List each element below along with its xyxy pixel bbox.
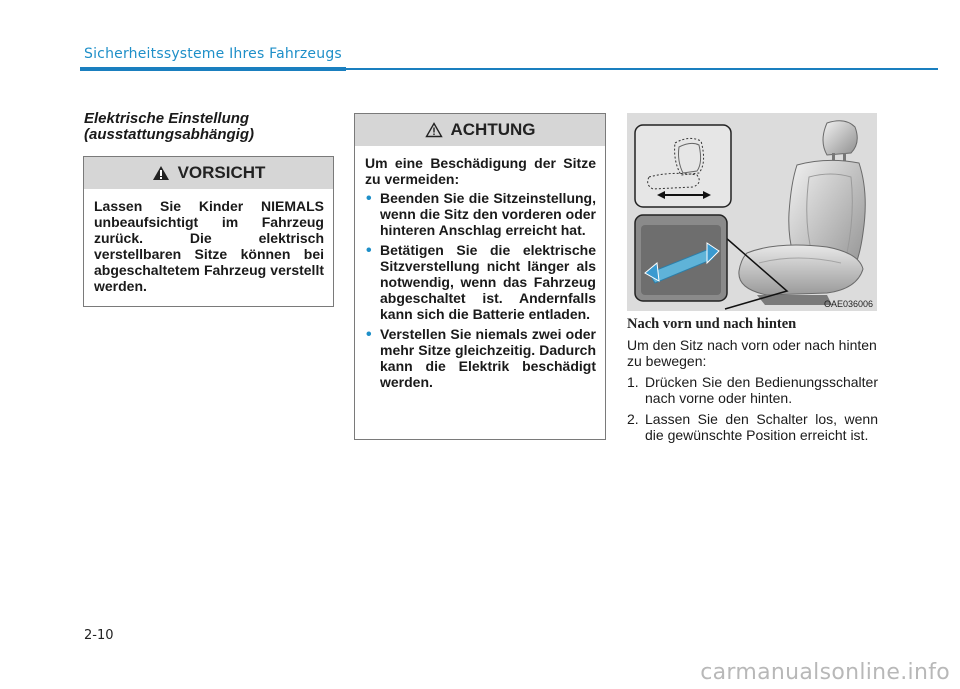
step-number: 2. <box>627 411 639 427</box>
bullet-icon: • <box>366 242 372 259</box>
steps-list <box>627 374 878 443</box>
achtung-label: ACHTUNG <box>450 120 536 139</box>
page-number: 2-10 <box>84 628 114 643</box>
bullet-icon: • <box>366 326 372 343</box>
warning-triangle-icon <box>152 165 170 181</box>
vorsicht-header <box>84 157 333 189</box>
achtung-header <box>355 114 605 146</box>
step-text: Drücken Sie den Bedienungsschalter nach vorne oder hinten. <box>645 374 878 406</box>
list-item <box>627 374 878 406</box>
list-item: • Verstellen Sie niemals zwei oder mehr Sitze gleichzeitig. Dadurch kann die Elektrik beschädigt werden. <box>366 326 596 390</box>
seat-illustration <box>627 113 877 311</box>
caution-triangle-icon <box>425 122 443 138</box>
header-rule-thick <box>80 67 346 71</box>
vorsicht-box <box>83 156 334 307</box>
section-title-line1: Elektrische Einstellung <box>84 110 250 127</box>
section-title <box>84 111 344 143</box>
achtung-box <box>354 113 606 440</box>
achtung-intro: Um eine Beschädigung der Sitze zu vermeiden: <box>365 155 596 187</box>
header-rule-thin <box>346 68 938 70</box>
seat-drawing <box>627 113 877 311</box>
vorsicht-label: VORSICHT <box>177 163 266 182</box>
achtung-list <box>365 190 596 390</box>
step-number: 1. <box>627 374 639 390</box>
figure-code: OAE036006 <box>823 299 873 309</box>
section-title-line2: (ausstattungsabhängig) <box>84 126 255 143</box>
bullet-icon: • <box>366 190 372 207</box>
running-header: Sicherheitssysteme Ihres Fahrzeugs <box>84 46 342 62</box>
list-item: • Beenden Sie die Sitzeinstellung, wenn die Sitz den vorderen oder hinteren Anschlag erreicht hat. <box>366 190 596 238</box>
instruction-intro: Um den Sitz nach vorn oder nach hinten zu bewegen: <box>627 337 877 369</box>
subheading: Nach vorn und nach hinten <box>627 316 797 332</box>
list-item <box>627 411 878 443</box>
watermark: carmanualsonline.info <box>700 660 950 685</box>
vorsicht-text: Lassen Sie Kinder NIEMALS unbeaufsichtigt im Fahrzeug zurück. Die elektrisch verstellbaren Sitze können bei abgeschaltetem Fahrzeug verstellt werden. <box>94 198 324 294</box>
step-text: Lassen Sie den Schalter los, wenn die gewünschte Position erreicht ist. <box>645 411 878 443</box>
achtung-body <box>355 146 605 403</box>
instruction-text <box>627 337 878 448</box>
list-item: • Betätigen Sie die elektrische Sitzverstellung nicht länger als notwendig, wenn das Fahrzeug abgeschaltet ist. Andernfalls kann sich die Batterie entladen. <box>366 242 596 322</box>
